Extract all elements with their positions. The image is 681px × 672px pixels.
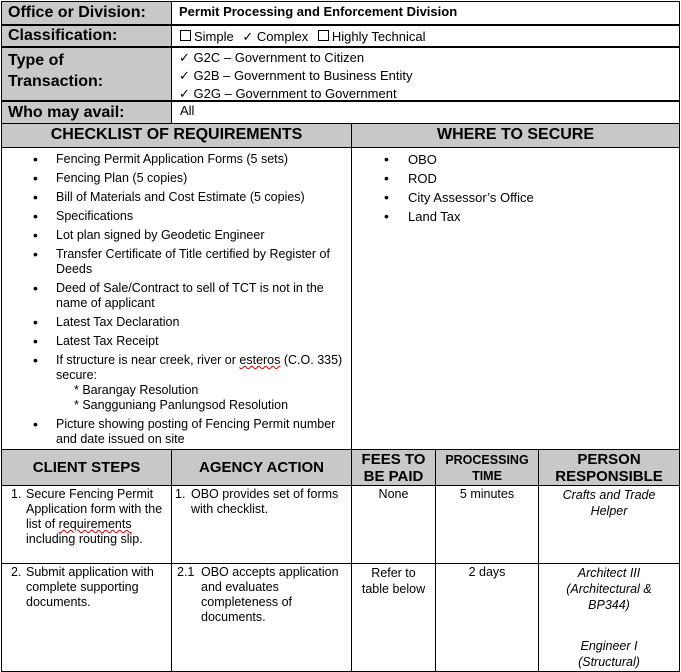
where-to-secure-body [351,147,680,450]
list-item: • Fencing Plan (5 copies) [2,171,351,186]
checkbox-icon [180,30,191,41]
table-row-1-fees: None [351,485,436,564]
checklist-body [1,147,352,450]
creek-text-esteros: esteros [239,353,281,367]
classification-complex: Complex [256,29,309,44]
client-step-text: Submit application with complete supporting documents. [26,565,154,609]
step-number: 1. [11,487,22,501]
table-row-1-time: 5 minutes [435,485,539,564]
transaction-g2c [179,49,672,67]
agency-step-text: OBO provides set of forms with checklist. [191,487,339,516]
list-item: • Latest Tax Receipt [2,334,351,349]
table-row-1-agency [171,485,352,564]
agency-step-text: OBO accepts application and evaluates completeness of documents. [201,565,339,624]
list-item: • OBO [352,152,679,167]
list-item: • Transfer Certificate of Title certified by Register of Deeds [2,247,351,277]
agency-step-number: 1. [175,487,186,501]
check-icon: ✓ [179,86,190,101]
list-item-creek [2,353,351,413]
table-row-2-fees: Refer to table below [351,563,436,672]
where-to-secure-header: WHERE TO SECURE [351,123,680,148]
requirements-list [2,152,351,447]
processing-time-header: PROCESSING TIME [435,449,539,486]
agency-step-number: 2.1 [177,565,195,579]
checkbox-icon [318,30,329,41]
list-item: • Bill of Materials and Cost Estimate (5 copies) [2,190,351,205]
table-row-2-agency [171,563,352,672]
list-item: • Deed of Sale/Contract to sell of TCT is not in the name of applicant [2,281,351,311]
client-steps-header: CLIENT STEPS [1,449,172,486]
office-value: Permit Processing and Enforcement Division [171,1,680,25]
list-item: • Land Tax [352,209,679,224]
person-engineer: Engineer I (Structural) [578,639,640,669]
agency-action-header: AGENCY ACTION [171,449,352,486]
creek-text-2: (C.O. 335) secure: [56,353,343,382]
transaction-label [1,47,172,101]
list-item: • Lot plan signed by Geodetic Engineer [2,228,351,243]
check-icon: ✓ [242,29,254,44]
sub-item: * Barangay Resolution [74,383,199,397]
fees-header: FEES TO BE PAID [351,449,436,486]
classification-highly-technical: Highly Technical [331,29,426,44]
person-responsible-header: PERSON RESPONSIBLE [538,449,680,486]
transaction-g2b-label: G2B – Government to Business Entity [193,68,413,83]
table-row-2-person [538,563,680,672]
classification-simple: Simple [194,29,234,44]
creek-text-1: If structure is near creek, river or [56,353,240,367]
list-item: • Fencing Permit Application Forms (5 sets) [2,152,351,167]
checklist-header: CHECKLIST OF REQUIREMENTS [1,123,352,148]
transaction-g2c-label: G2C – Government to Citizen [193,50,365,65]
list-item: • City Assessor’s Office [352,190,679,205]
table-row-2-client [1,563,172,672]
list-item: • ROD [352,171,679,186]
avail-value: All [171,101,680,124]
table-row-2-time: 2 days [435,563,539,672]
transaction-label-line1: Type of [8,52,64,69]
table-row-1-person: Crafts and Trade Helper [538,485,680,564]
check-icon: ✓ [179,50,190,65]
transaction-types [171,47,680,101]
list-item: • Specifications [2,209,351,224]
transaction-g2b [179,67,672,85]
person-architect: Architect III (Architectural & BP344) [566,566,652,612]
table-row-1-client [1,485,172,564]
sub-item: * Sangguniang Panlungsod Resolution [74,398,289,412]
office-label: Office or Division: [1,1,172,25]
transaction-label-line2: Transaction: [8,73,104,90]
step-number: 2. [11,565,22,579]
avail-label: Who may avail: [1,101,172,124]
classification-options [171,25,680,47]
where-to-secure-list [352,152,679,224]
list-item: • Latest Tax Declaration [2,315,351,330]
client-step-text: Secure Fencing Permit Application form with the list of requirements including routing slip. [26,487,163,546]
transaction-g2g-label: G2G – Government to Government [193,86,397,101]
list-item: • Picture showing posting of Fencing Permit number and date issued on site [2,417,351,447]
classification-label: Classification: [1,25,172,47]
check-icon: ✓ [179,68,190,83]
